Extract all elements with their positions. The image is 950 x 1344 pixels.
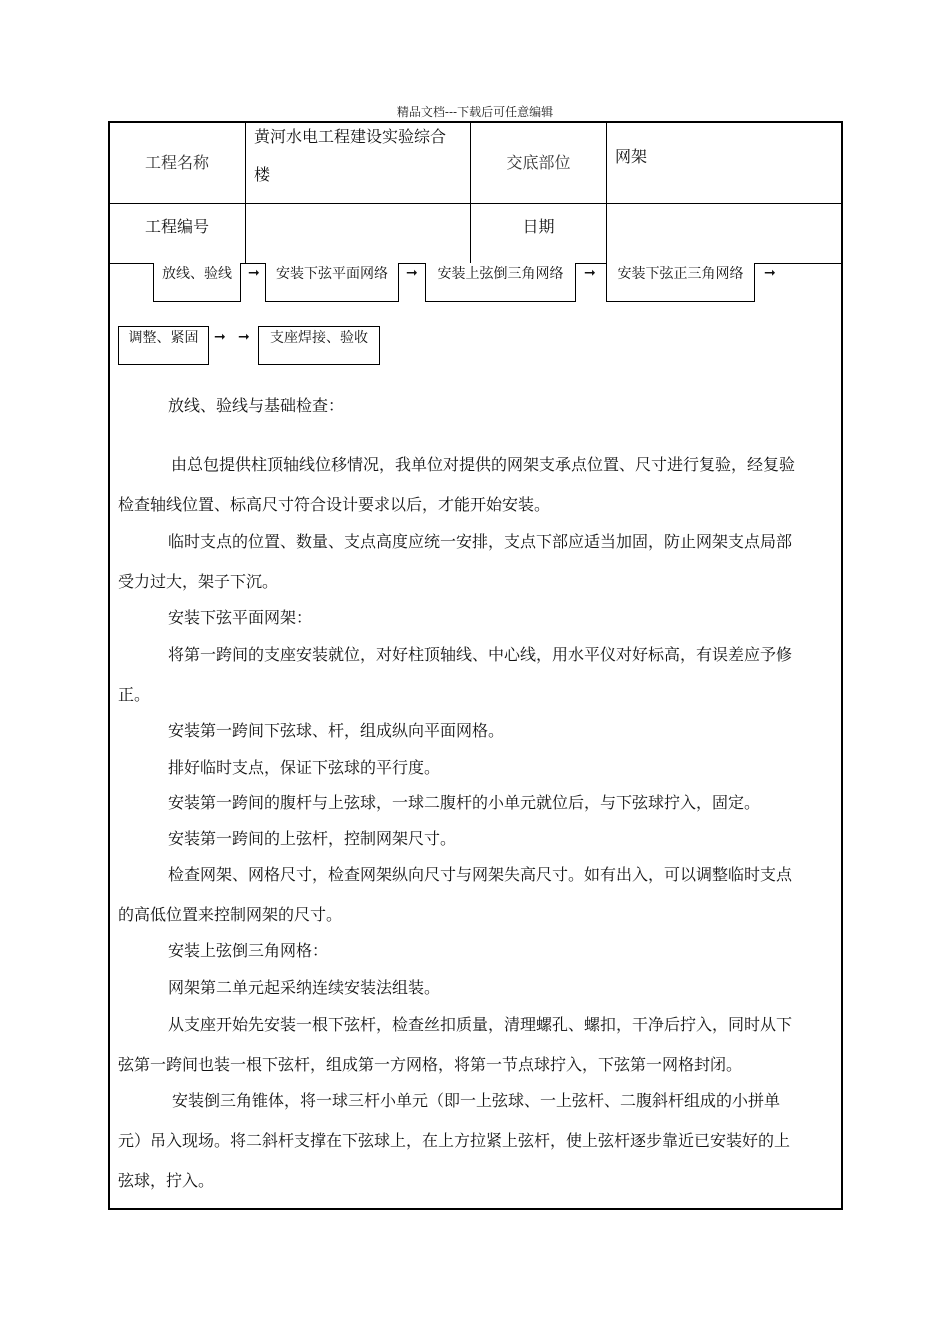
flow-step-6: 支座焊接、验收	[258, 326, 380, 365]
project-name-line1: 黄河水电工程建设实验综合	[254, 127, 447, 146]
flow-arrow-icon: ➞	[238, 329, 250, 345]
project-name-line2: 楼	[254, 165, 271, 184]
paragraph-p6: 安装第一跨间下弦球、杆，组成纵向平面网格。	[168, 721, 505, 740]
project-no-label: 工程编号	[144, 217, 209, 236]
project-name-label: 工程名称	[144, 153, 209, 172]
part-label: 交底部位	[506, 153, 571, 172]
column-divider	[470, 122, 471, 263]
paragraph-p14: 安装倒三角锥体，将一球三杆小单元（即一上弦球、一上弦杆、二腹斜杆组成的小拼单 元）吊入现场。将二斜杆支撑在下弦球上，在上方拉紧上弦杆，使上弦杆逐步靠近已安装好的上 弦球，拧入。	[118, 1091, 791, 1190]
column-divider	[606, 122, 607, 263]
flow-step-2: 安装下弦平面网络	[265, 263, 399, 302]
paragraph-axis-recheck: 由总包提供柱顶轴线位移情况，我单位对提供的网架支承点位置、尺寸进行复验，经复验 检查轴线位置、标高尺寸符合设计要求以后，才能开始安装。	[118, 455, 796, 514]
paragraph-p7: 排好临时支点，保证下弦球的平行度。	[168, 758, 441, 777]
date-label: 日期	[522, 217, 555, 236]
project-name-value	[254, 124, 470, 188]
paragraph-temp-supports: 临时支点的位置、数量、支点高度应统一安排，支点下部应适当加固，防止网架支点局部 受力过大，架子下沉。	[118, 532, 793, 591]
paragraph-p9: 安装第一跨间的上弦杆，控制网架尺寸。	[168, 829, 457, 848]
flow-step-3: 安装上弦倒三角网络	[425, 263, 576, 302]
section-heading-layout-check: 放线、验线与基础检查：	[168, 396, 345, 415]
flow-arrow-icon: ➞	[214, 329, 226, 345]
flow-arrow-icon: ➞	[406, 265, 418, 281]
row-divider	[109, 203, 842, 204]
paragraph-p12: 网架第二单元起采纳连续安装法组装。	[168, 978, 441, 997]
section-heading-lower-chord: 安装下弦平面网架：	[168, 608, 313, 627]
page-header: 精品文档---下载后可任意编辑	[396, 105, 554, 119]
flow-arrow-icon: ➞	[248, 265, 260, 281]
flow-arrow-icon: ➞	[764, 265, 776, 281]
section-heading-upper-chord: 安装上弦倒三角网格：	[168, 941, 329, 960]
flow-step-5: 调整、紧固	[118, 326, 209, 365]
flow-step-1: 放线、验线	[153, 263, 241, 302]
paragraph-p8: 安装第一跨间的腹杆与上弦球，一球二腹杆的小单元就位后，与下弦球拧入，固定。	[168, 793, 761, 812]
paragraph-p10: 检查网架、网格尺寸，检查网架纵向尺寸与网架失高尺寸。如有出入，可以调整临时支点 的高低位置来控制网架的尺寸。	[118, 865, 793, 924]
flow-step-4: 安装下弦正三角网络	[606, 263, 755, 302]
flow-arrow-icon: ➞	[584, 265, 596, 281]
column-divider	[245, 122, 246, 263]
paragraph-p13: 从支座开始先安装一根下弦杆，检查丝扣质量，清理螺孔、螺扣，干净后拧入，同时从下 弦第一跨间也装一根下弦杆，组成第一方网格，将第一节点球拧入，下弦第一网格封闭。	[118, 1015, 793, 1074]
paragraph-first-bay-supports: 将第一跨间的支座安装就位，对好柱顶轴线、中心线，用水平仪对好标高，有误差应予修 正。	[118, 645, 793, 704]
part-value: 网架	[615, 147, 648, 166]
